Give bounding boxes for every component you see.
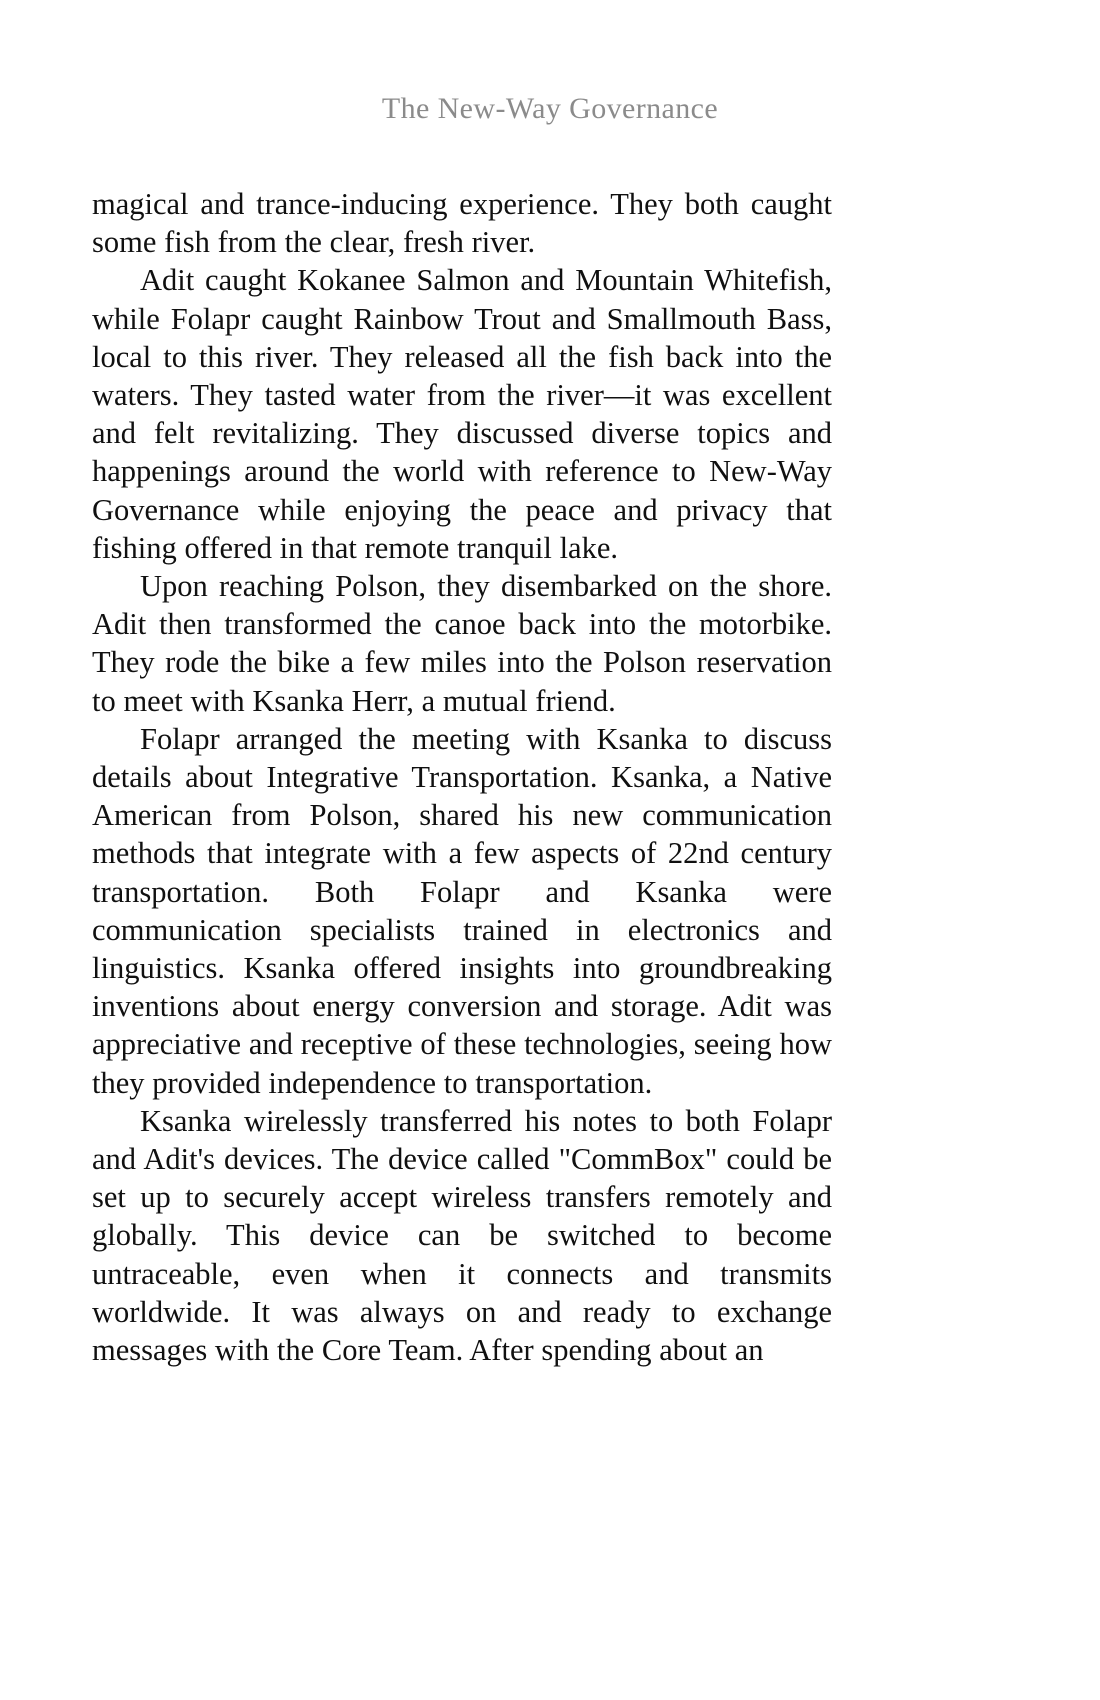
paragraph: Upon reaching Polson, they disembarked on the shore. Adit then transformed the canoe back into the motorbike. They rode the bike a few miles into the Polson reservation to meet with Ksanka Herr, a mutual friend. (92, 569, 832, 718)
body-text-block (92, 185, 832, 1369)
paragraph: magical and trance-inducing experience. They both caught some fish from the clear, fresh river. (92, 187, 832, 260)
paragraph: Ksanka wirelessly transferred his notes to both Folapr and Adit's devices. The device called "CommBox" could be set up to securely accept wireless transfers remotely and globally. This device can be switched to become untraceable, even when it connects and transmits worldwide. It was always on and ready to exchange messages with the Core Team. After spending about an (92, 1103, 832, 1368)
paragraph: Adit caught Kokanee Salmon and Mountain Whitefish, while Folapr caught Rainbow Trout and Smallmouth Bass, local to this river. They released all the fish back into the waters. They tasted water from the river—it was excellent and felt revitalizing. They discussed diverse topics and happenings around the world with reference to New-Way Governance while enjoying the peace and privacy that fishing offered in that remote tranquil lake. (92, 263, 832, 565)
paragraph: Folapr arranged the meeting with Ksanka to discuss details about Integrative Transportation. Ksanka, a Native American from Polson, shared his new communication methods that integrate with a few aspects of 22nd century transportation. Both Folapr and Ksanka were communication specialists trained in electronics and linguistics. Ksanka offered insights into groundbreaking inventions about energy conversion and storage. Adit was appreciative and receptive of these technologies, seeing how they provided independence to transportation. (92, 721, 832, 1100)
running-head: The New-Way Governance (381, 92, 719, 125)
